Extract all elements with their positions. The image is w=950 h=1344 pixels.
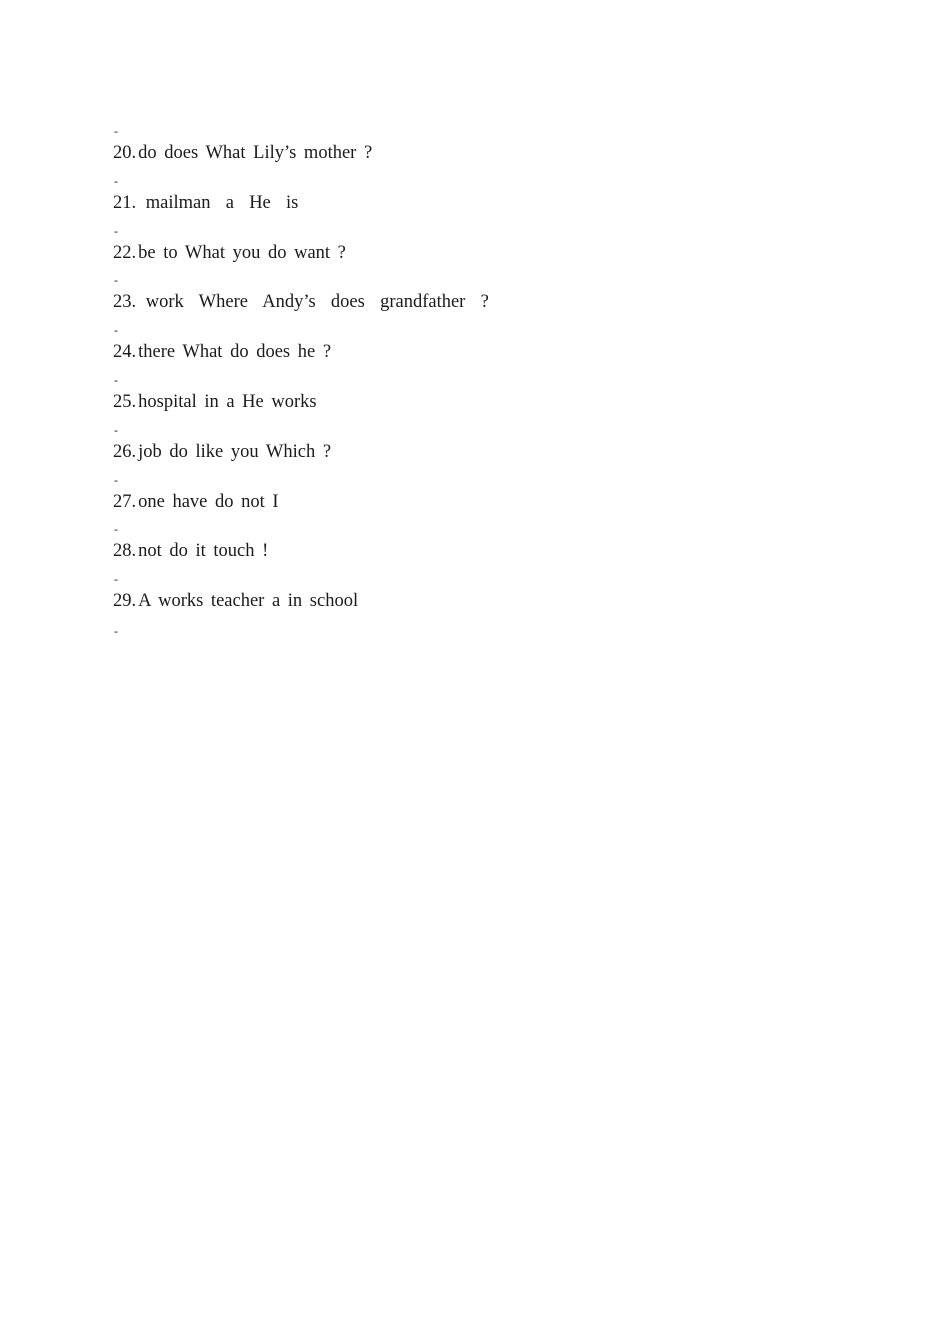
answer-blank-mark: - [114, 372, 118, 387]
question-number: 22. [113, 242, 137, 263]
question-number: 25. [113, 391, 137, 412]
question-number: 20. [113, 143, 137, 163]
question-words: there What do does he ? [138, 342, 332, 363]
question-words: not do it touch ! [138, 541, 269, 562]
answer-blank-mark: - [114, 572, 118, 587]
question-number: 28. [113, 541, 137, 562]
question-words: mailman a He is [138, 192, 299, 213]
question-line [113, 192, 298, 214]
question-number: 23. [113, 292, 137, 313]
question-words: work Where Andy’s does grandfather ? [138, 292, 489, 313]
question-line [113, 391, 317, 413]
question-number: 29. [113, 591, 137, 612]
question-line [113, 491, 279, 513]
answer-blank-mark: - [114, 223, 118, 238]
question-number: 21. [113, 192, 137, 213]
question-line [113, 441, 331, 463]
question-line [113, 142, 372, 164]
answer-blank-mark: - [114, 472, 118, 487]
question-words: hospital in a He works [138, 391, 317, 412]
question-number: 27. [113, 491, 137, 512]
answer-blank-mark: - [114, 124, 118, 138]
answer-blank-mark: - [114, 422, 118, 437]
answer-blank-mark: - [114, 323, 118, 338]
answer-blank-mark-final: - [114, 624, 118, 638]
question-line [113, 590, 358, 612]
answer-blank-mark: - [114, 273, 118, 288]
question-line [113, 540, 268, 562]
question-line [113, 242, 346, 264]
answer-blank-mark: - [114, 173, 118, 188]
answer-blank-mark: - [114, 522, 118, 537]
question-words: one have do not I [138, 491, 279, 512]
question-line [113, 341, 331, 363]
question-words: job do like you Which ? [138, 441, 332, 462]
question-words: do does What Lily’s mother ? [138, 143, 373, 163]
question-words: A works teacher a in school [138, 591, 359, 612]
question-words: be to What you do want ? [138, 242, 346, 263]
question-number: 24. [113, 342, 137, 363]
question-number: 26. [113, 441, 137, 462]
question-line [113, 291, 489, 313]
